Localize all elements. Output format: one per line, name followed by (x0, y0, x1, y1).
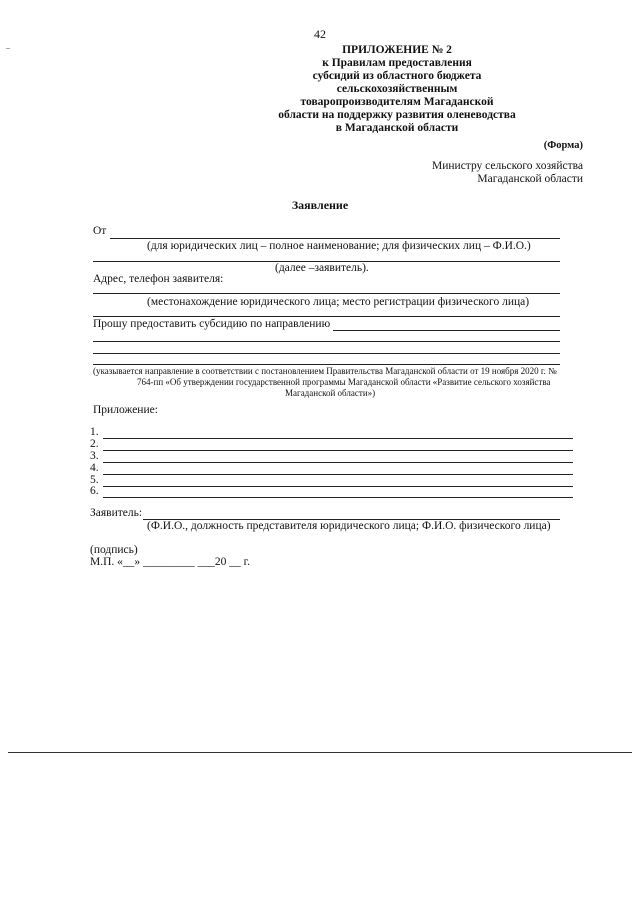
annex-line: области на поддержку развития оленеводства (278, 109, 516, 121)
page-bottom-rule (8, 752, 632, 753)
attachment-line[interactable] (103, 497, 573, 498)
attachment-line[interactable] (103, 474, 573, 475)
request-field-line-4[interactable] (93, 364, 560, 365)
annex-line: сельскохозяйственным (336, 83, 458, 95)
attachment-line[interactable] (103, 450, 573, 451)
attachments-label: Приложение: (93, 404, 158, 416)
stamp-date-line: М.П. «__» _________ ___20 __ г. (90, 556, 250, 568)
signature-label: (подпись) (90, 544, 138, 556)
attachment-number: 6. (90, 485, 99, 497)
request-field-line[interactable] (333, 330, 560, 331)
document-title: Заявление (291, 198, 349, 212)
addressee-line-2: Магаданской области (477, 173, 583, 185)
annex-line: субсидий из областного бюджета (312, 70, 482, 82)
attachment-number: 3. (90, 450, 99, 462)
applicant-label: Заявитель: (90, 507, 143, 519)
annex-line: товаропроизводителям Магаданской (300, 96, 494, 108)
address-field-line-2[interactable] (93, 316, 560, 317)
applicant-note: (далее –заявитель). (275, 262, 369, 274)
request-label: Прошу предоставить субсидию по направлению (93, 318, 331, 330)
direction-hint-line-3: Магаданской области») (285, 388, 376, 398)
attachment-number: 4. (90, 462, 99, 474)
form-label: (Форма) (543, 140, 583, 151)
attachment-line[interactable] (103, 462, 573, 463)
annex-line: ПРИЛОЖЕНИЕ № 2 (342, 44, 452, 56)
addressee (432, 160, 583, 186)
direction-hint-line-2: 764-пп «Об утверждении государственной программы Магаданской области «Развитие сельского хозяйства (137, 377, 551, 387)
from-hint: (для юридических лиц – полное наименование; для физических лиц – Ф.И.О.) (147, 240, 531, 252)
from-field-line[interactable] (110, 238, 560, 239)
annex-line: в Магаданской области (335, 122, 459, 134)
attachment-number: 5. (90, 474, 99, 486)
page-number: 42 (314, 27, 326, 41)
applicant-hint: (Ф.И.О., должность представителя юридического лица; Ф.И.О. физического лица) (147, 520, 551, 532)
address-field-line[interactable] (93, 293, 560, 294)
address-hint: (местонахождение юридического лица; место регистрации физического лица) (147, 296, 530, 308)
from-label: От (93, 225, 107, 237)
attachment-line[interactable] (103, 438, 573, 439)
annex-header (247, 44, 547, 135)
attachment-number: 2. (90, 438, 99, 450)
scan-mark (6, 48, 10, 49)
addressee-line-1: Министру сельского хозяйства (432, 160, 583, 172)
request-field-line-3[interactable] (93, 353, 560, 354)
annex-line: к Правилам предоставления (322, 57, 472, 69)
address-label: Адрес, телефон заявителя: (93, 273, 224, 285)
request-field-line-2[interactable] (93, 341, 560, 342)
attachment-line[interactable] (103, 486, 573, 487)
attachment-number: 1. (90, 426, 99, 438)
direction-hint-line-1: (указывается направление в соответствии с постановлением Правительства Магаданской области от 19 ноября 2020 г. № (93, 366, 557, 376)
